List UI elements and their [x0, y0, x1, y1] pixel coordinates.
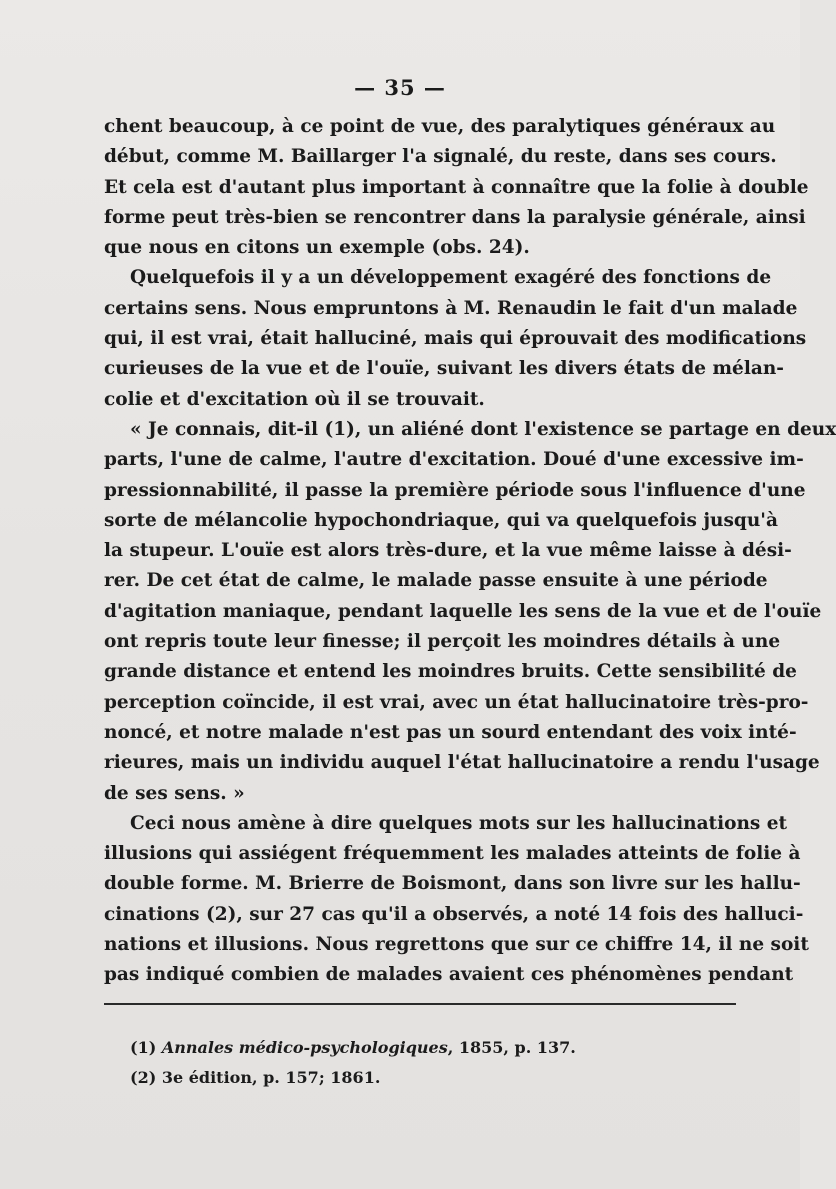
text-line: pressionnabilité, il passe la première période sous l'influence d'une — [104, 479, 806, 501]
text-line: de ses sens. » — [104, 782, 245, 804]
footnote-1-journal-title: Annales médico-psychologiques — [161, 1038, 448, 1057]
footnote-1 — [130, 1033, 730, 1063]
text-line: rer. De cet état de calme, le malade passe ensuite à une période — [104, 570, 768, 592]
text-line: colie et d'excitation où il se trouvait. — [104, 388, 485, 410]
text-line: d'agitation maniaque, pendant laquelle les sens de la vue et de l'ouïe — [104, 600, 822, 622]
text-line: forme peut très-bien se rencontrer dans la paralysie générale, ainsi — [104, 206, 806, 228]
body-text — [104, 112, 836, 991]
text-line: rieures, mais un individu auquel l'état hallucinatoire a rendu l'usage — [104, 752, 820, 774]
text-line: double forme. M. Brierre de Boismont, dans son livre sur les hallu- — [104, 873, 801, 895]
paragraph-start-line: « Je connais, dit-il (1), un aliéné dont l'existence se partage en deux — [130, 418, 836, 440]
text-line: nations et illusions. Nous regrettons que sur ce chiffre 14, il ne soit — [104, 934, 809, 956]
text-line: cinations (2), sur 27 cas qu'il a observés, a noté 14 fois des halluci- — [104, 903, 804, 925]
text-line: la stupeur. L'ouïe est alors très-dure, et la vue même laisse à dési- — [104, 540, 792, 562]
text-line: noncé, et notre malade n'est pas un sourd entendant des voix inté- — [104, 721, 797, 743]
text-line: ont repris toute leur finesse; il perçoit les moindres détails à une — [104, 631, 781, 653]
text-line: chent beaucoup, à ce point de vue, des paralytiques généraux au — [104, 116, 776, 137]
text-line: perception coïncide, il est vrai, avec un état hallucinatoire très-pro- — [104, 691, 809, 713]
footnote-2: (2) 3e édition, p. 157; 1861. — [130, 1068, 381, 1087]
text-line: parts, l'une de calme, l'autre d'excitation. Doué d'une excessive im- — [104, 449, 804, 471]
page-number: — 35 — — [354, 75, 446, 100]
paragraph-start-line: Ceci nous amène à dire quelques mots sur les hallucinations et — [130, 812, 788, 834]
text-line: qui, il est vrai, était halluciné, mais qui éprouvait des modifications — [104, 328, 807, 350]
text-line: Et cela est d'autant plus important à connaître que la folie à double — [104, 176, 809, 198]
text-line: que nous en citons un exemple (obs. 24). — [104, 237, 530, 259]
text-line: début, comme M. Baillarger l'a signalé, du reste, dans ses cours. — [104, 146, 777, 168]
footnotes — [130, 1033, 730, 1093]
text-line: certains sens. Nous empruntons à M. Renaudin le fait d'un malade — [104, 297, 798, 319]
footnote-1-citation: , 1855, p. 137. — [447, 1038, 576, 1057]
text-line: sorte de mélancolie hypochondriaque, qui va quelquefois jusqu'à — [104, 509, 778, 531]
paragraph-start-line: Quelquefois il y a un développement exagéré des fonctions de — [130, 267, 772, 289]
text-line: pas indiqué combien de malades avaient ces phénomènes pendant — [104, 964, 794, 986]
footnote-rule — [104, 1003, 736, 1005]
text-line: grande distance et entend les moindres bruits. Cette sensibilité de — [104, 661, 797, 683]
text-line: curieuses de la vue et de l'ouïe, suivant les divers états de mélan- — [104, 358, 784, 380]
footnote-1-mark: (1) — [130, 1038, 157, 1057]
text-line: illusions qui assiégent fréquemment les malades atteints de folie à — [104, 843, 801, 865]
